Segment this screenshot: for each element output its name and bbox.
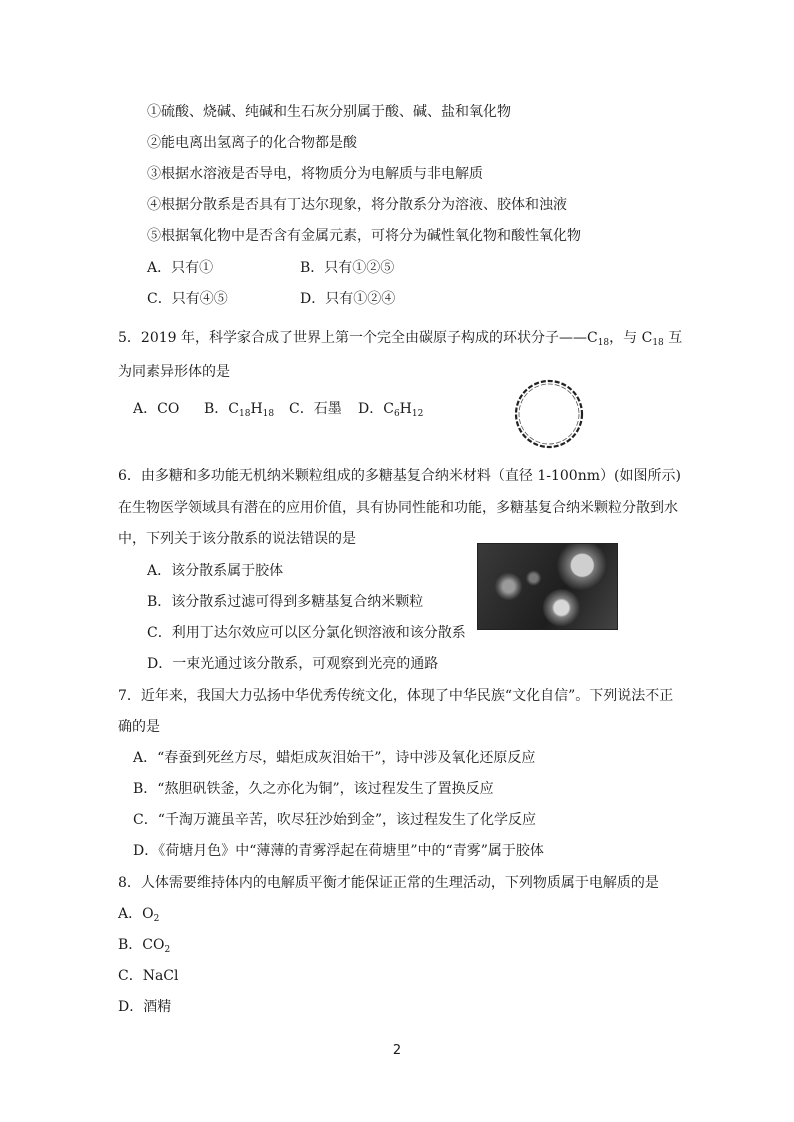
q4-statement-4: ④根据分散系是否具有丁达尔现象，将分散系分为溶液、胶体和浊液 bbox=[147, 197, 567, 213]
q4-statement-5: ⑤根据氧化物中是否含有金属元素，可将分为碱性氧化物和酸性氧化物 bbox=[147, 228, 581, 244]
q7-option-c: C．“千淘万漉虽辛苦，吹尽狂沙始到金”，该过程发生了化学反应 bbox=[133, 812, 537, 828]
q8-stem: 8．人体需要维持体内的电解质平衡才能保证正常的生理活动，下列物质属于电解质的是 bbox=[118, 875, 659, 891]
q4-statement-2: ②能电离出氢离子的化合物都是酸 bbox=[147, 135, 357, 151]
q8-option-a: A．$O_2$ bbox=[118, 906, 160, 924]
carbon-ring-molecule-figure bbox=[510, 375, 588, 453]
q5-option-d: D．$C_6H_{12}$ bbox=[358, 401, 424, 419]
q7-stem-line-2: 确的是 bbox=[118, 719, 160, 735]
q8-option-c: C．NaCl bbox=[118, 968, 179, 984]
page-number: 2 bbox=[392, 1043, 402, 1058]
q7-option-a: A．“春蚕到死丝方尽，蜡炬成灰泪始干”，诗中涉及氧化还原反应 bbox=[133, 750, 536, 766]
q5-stem-line-2: 为同素异形体的是 bbox=[118, 364, 230, 380]
q4-option-b: B．只有①②⑤ bbox=[300, 260, 395, 276]
q7-option-b: B．“熬胆矾铁釜，久之亦化为铜”，该过程发生了置换反应 bbox=[133, 781, 494, 797]
q4-option-a: A．只有① bbox=[147, 260, 214, 276]
q6-stem-line-3: 中，下列关于该分散系的说法错误的是 bbox=[118, 531, 356, 547]
q6-stem-line-2: 在生物医学领域具有潜在的应用价值，具有协同性能和功能，多糖基复合纳米颗粒分散到水 bbox=[118, 500, 678, 516]
q8-option-b: B．$CO_2$ bbox=[118, 937, 171, 955]
q5-option-b: B．$C_{18}H_{18}$ bbox=[204, 401, 275, 419]
q4-option-c: C．只有④⑤ bbox=[147, 291, 228, 307]
q6-option-a: A．该分散系属于胶体 bbox=[147, 563, 284, 579]
q6-option-c: C．利用丁达尔效应可以区分氯化钡溶液和该分散系 bbox=[147, 625, 466, 641]
q5-stem-line-1: 5．2019 年，科学家合成了世界上第一个完全由碳原子构成的环状分子$——C_{18}$，与 $C_{18}$ 互 bbox=[118, 330, 683, 348]
q4-statement-3: ③根据水溶液是否导电，将物质分为电解质与非电解质 bbox=[147, 166, 483, 182]
q8-option-d: D．酒精 bbox=[118, 999, 172, 1015]
q7-stem-line-1: 7．近年来，我国大力弘扬中华优秀传统文化，体现了中华民族“文化自信”。下列说法不正 bbox=[118, 688, 674, 704]
q4-statement-1: ①硫酸、烧碱、纯碱和生石灰分别属于酸、碱、盐和氧化物 bbox=[147, 104, 511, 120]
q6-option-b: B．该分散系过滤可得到多糖基复合纳米颗粒 bbox=[147, 594, 424, 610]
q5-option-a: A．CO bbox=[133, 401, 180, 417]
q4-option-d: D．只有①②④ bbox=[300, 291, 396, 307]
q7-option-d: D．《荷塘月色》中“薄薄的青雾浮起在荷塘里”中的“青雾”属于胶体 bbox=[133, 843, 544, 859]
nanoparticle-photo bbox=[477, 543, 618, 630]
q5-option-c: C．石墨 bbox=[289, 401, 342, 417]
q6-option-d: D．一束光通过该分散系，可观察到光亮的通路 bbox=[147, 656, 439, 672]
q6-stem-line-1: 6．由多糖和多功能无机纳米颗粒组成的多糖基复合纳米材料（直径 1-100nm）(如图所示) bbox=[118, 468, 681, 484]
